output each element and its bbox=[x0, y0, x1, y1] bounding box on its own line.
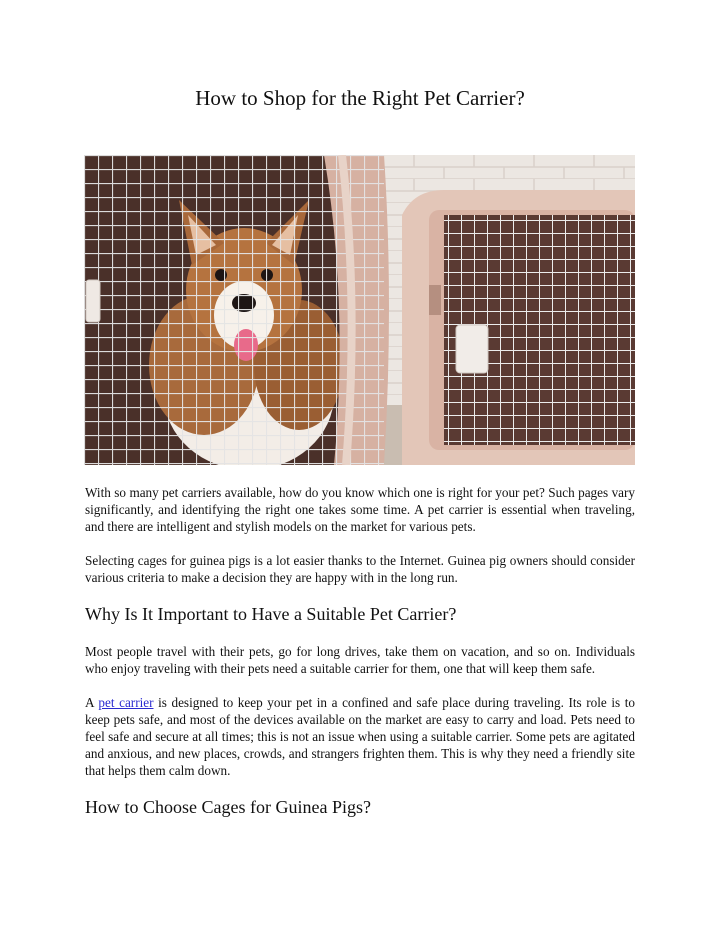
section-heading-why-important: Why Is It Important to Have a Suitable Pet Carrier? bbox=[85, 604, 457, 624]
article-body bbox=[85, 484, 635, 836]
section1-paragraph-1: Most people travel with their pets, go for long drives, take them on vacation, and so on. Individuals who enjoy traveling with their pets need a suitable carrier for them, one that will keep them safe. bbox=[85, 644, 635, 676]
section1-paragraph-2 bbox=[85, 694, 635, 779]
paragraph-rest: is designed to keep your pet in a confined and safe place during traveling. Its role is to keep pets safe, and most of the devices available on the market are easy to carry and load. Pets need to feel safe and secure at all times; this is not an issue when using a suitable carrier. Some pets are agitated and anxious, and new places, crowds, and strangers frighten them. This is why they need a friendly site that helps them calm down. bbox=[85, 695, 635, 778]
intro-paragraph-1: With so many pet carriers available, how do you know which one is right for your pet? Such pages vary significantly, and identifying the right one takes some time. A pet carrier is essential when traveling, and there are intelligent and stylish models on the market for various pets. bbox=[85, 485, 635, 534]
section-heading-choose-cages: How to Choose Cages for Guinea Pigs? bbox=[85, 797, 371, 817]
page-title: How to Shop for the Right Pet Carrier? bbox=[195, 86, 525, 110]
pet-carrier-link[interactable]: pet carrier bbox=[98, 695, 154, 710]
paragraph-prefix: A bbox=[85, 695, 99, 710]
pet-carrier-photo bbox=[84, 155, 635, 465]
intro-paragraph-2: Selecting cages for guinea pigs is a lot easier thanks to the Internet. Guinea pig owners should consider various criteria to make a decision they are happy with in the long run. bbox=[85, 553, 635, 585]
dog-in-carrier-illustration bbox=[84, 155, 635, 465]
